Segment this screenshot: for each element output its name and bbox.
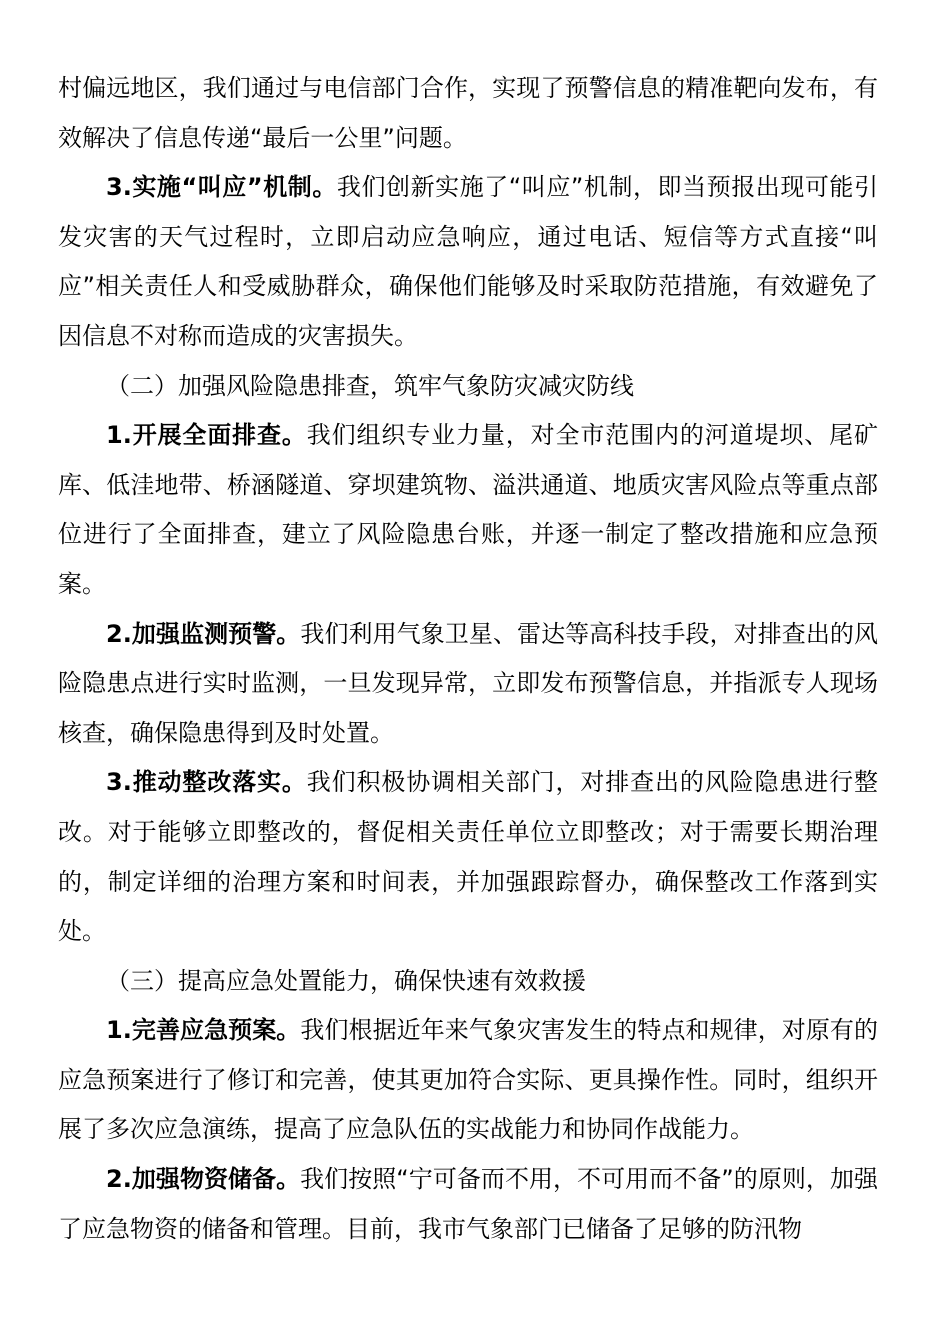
section-heading-text: （二）加强风险隐患排查，筑牢气象防灾减灾防线 (106, 371, 634, 400)
paragraph-lead: 1.开展全面排查。 (106, 421, 307, 450)
paragraph-material-reserve (58, 1155, 878, 1254)
section-heading-text: （三）提高应急处置能力，确保快速有效救援 (106, 966, 586, 995)
section-heading-risk-inspection (58, 362, 878, 412)
paragraph-full-inspection (58, 411, 878, 609)
section-heading-emergency-response (58, 957, 878, 1007)
paragraph-text: 我们组织专业力量，对全市范围内的河道堤坝、尾矿库、低洼地带、桥涵隧道、穿坝建筑物、溢洪通道、地质灾害风险点等重点部位进行了全面排查，建立了风险隐患台账，并逐一制定了整改措施和应急预案。 (58, 421, 878, 598)
paragraph-rectification (58, 758, 878, 956)
document-body (58, 64, 878, 1254)
paragraph-text: 我们按照“宁可备而不用，不可用而不备”的原则，加强了应急物资的储备和管理。目前，我市气象部门已储备了足够的防汛物 (58, 1165, 878, 1243)
paragraph-text: 我们积极协调相关部门，对排查出的风险隐患进行整改。对于能够立即整改的，督促相关责任单位立即整改；对于需要长期治理的，制定详细的治理方案和时间表，并加强跟踪督办，确保整改工作落到实处。 (58, 768, 878, 946)
paragraph-text: 村偏远地区，我们通过与电信部门合作，实现了预警信息的精准靶向发布，有效解决了信息传递“最后一公里”问题。 (58, 74, 878, 152)
paragraph-issue-warning-mechanism (58, 163, 878, 361)
paragraph-emergency-plan (58, 1006, 878, 1155)
paragraph-text: 我们利用气象卫星、雷达等高科技手段，对排查出的风险隐患点进行实时监测，一旦发现异常，立即发布预警信息，并指派专人现场核查，确保隐患得到及时处置。 (58, 619, 879, 747)
paragraph-text: 我们根据近年来气象灾害发生的特点和规律，对原有的应急预案进行了修订和完善，使其更加符合实际、更具操作性。同时，组织开展了多次应急演练，提高了应急队伍的实战能力和协同作战能力。 (58, 1016, 879, 1144)
paragraph-lead: 2.加强监测预警。 (106, 619, 301, 648)
paragraph-lead: 3.实施“叫应”机制。 (106, 173, 337, 202)
paragraph-lead: 3.推动整改落实。 (106, 768, 307, 797)
paragraph-lead: 1.完善应急预案。 (106, 1016, 301, 1045)
continuation-paragraph (58, 64, 878, 163)
paragraph-text: 我们创新实施了“叫应”机制，即当预报出现可能引发灾害的天气过程时，立即启动应急响应，通过电话、短信等方式直接“叫应”相关责任人和受威胁群众，确保他们能够及时采取防范措施，有效避免了因信息不对称而造成的灾害损失。 (58, 173, 878, 350)
paragraph-monitoring-warning (58, 610, 878, 759)
paragraph-lead: 2.加强物资储备。 (106, 1165, 301, 1194)
